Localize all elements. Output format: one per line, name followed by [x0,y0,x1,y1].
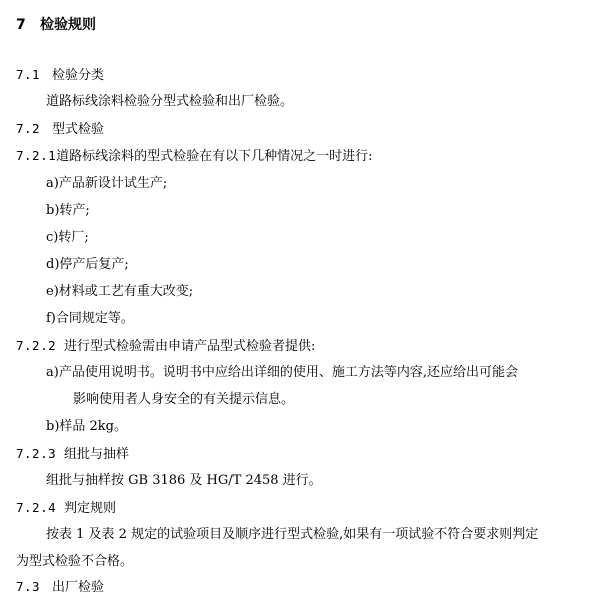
chapter-number: 7 [16,17,27,33]
section-7-2-heading [16,120,104,139]
section-7-2-4-heading [16,499,116,518]
section-7-2-4-title: 判定规则 [64,501,117,516]
list-item: a)产品使用说明书。说明书中应给出详细的使用、施工方法等内容,还应给出可能会 [46,365,518,380]
list-item: c)转厂; [46,230,89,245]
list-item: e)材料或工艺有重大改变; [46,284,194,299]
section-7-2-2-heading [16,337,315,356]
section-7-3-heading [16,578,104,597]
list-item-continuation: 影响使用者人身安全的有关提示信息。 [73,392,295,407]
list-item: d)停产后复产; [46,257,129,272]
section-7-2-title: 型式检验 [52,122,105,137]
chapter-title: 检验规则 [40,17,96,33]
section-7-2-3-number: 7.2.3 [16,446,57,461]
list-item: f)合同规定等。 [46,311,134,326]
section-7-2-1-text: 道路标线涂料的型式检验在有以下几种情况之一时进行: [56,149,373,164]
list-item: b)转产; [46,203,90,218]
section-7-2-number: 7.2 [16,121,41,136]
section-7-2-1-number: 7.2.1 [16,148,57,163]
section-7-2-2-text: 进行型式检验需由申请产品型式检验者提供: [64,339,316,354]
list-item: b)样品 2kg。 [46,419,127,434]
section-7-1-number: 7.1 [16,67,41,82]
section-7-2-3-heading [16,445,129,464]
list-item: a)产品新设计试生产; [46,176,168,191]
section-7-1-title: 检验分类 [52,68,105,83]
section-7-3-number: 7.3 [16,579,41,594]
chapter-heading [16,16,96,34]
section-7-2-3-title: 组批与抽样 [64,447,130,462]
section-7-2-4-text-line1: 按表 1 及表 2 规定的试验项目及顺序进行型式检验,如果有一项试验不符合要求则判定 [46,527,539,542]
section-7-1-heading [16,66,104,85]
section-7-3-title: 出厂检验 [52,580,105,595]
section-7-1-text: 道路标线涂料检验分型式检验和出厂检验。 [46,94,294,109]
section-7-2-4-text-line2: 为型式检验不合格。 [16,554,134,569]
section-7-2-1-heading [16,147,373,166]
section-7-2-3-text: 组批与抽样按 GB 3186 及 HG/T 2458 进行。 [46,473,322,488]
section-7-2-2-number: 7.2.2 [16,338,57,353]
section-7-2-4-number: 7.2.4 [16,500,57,515]
